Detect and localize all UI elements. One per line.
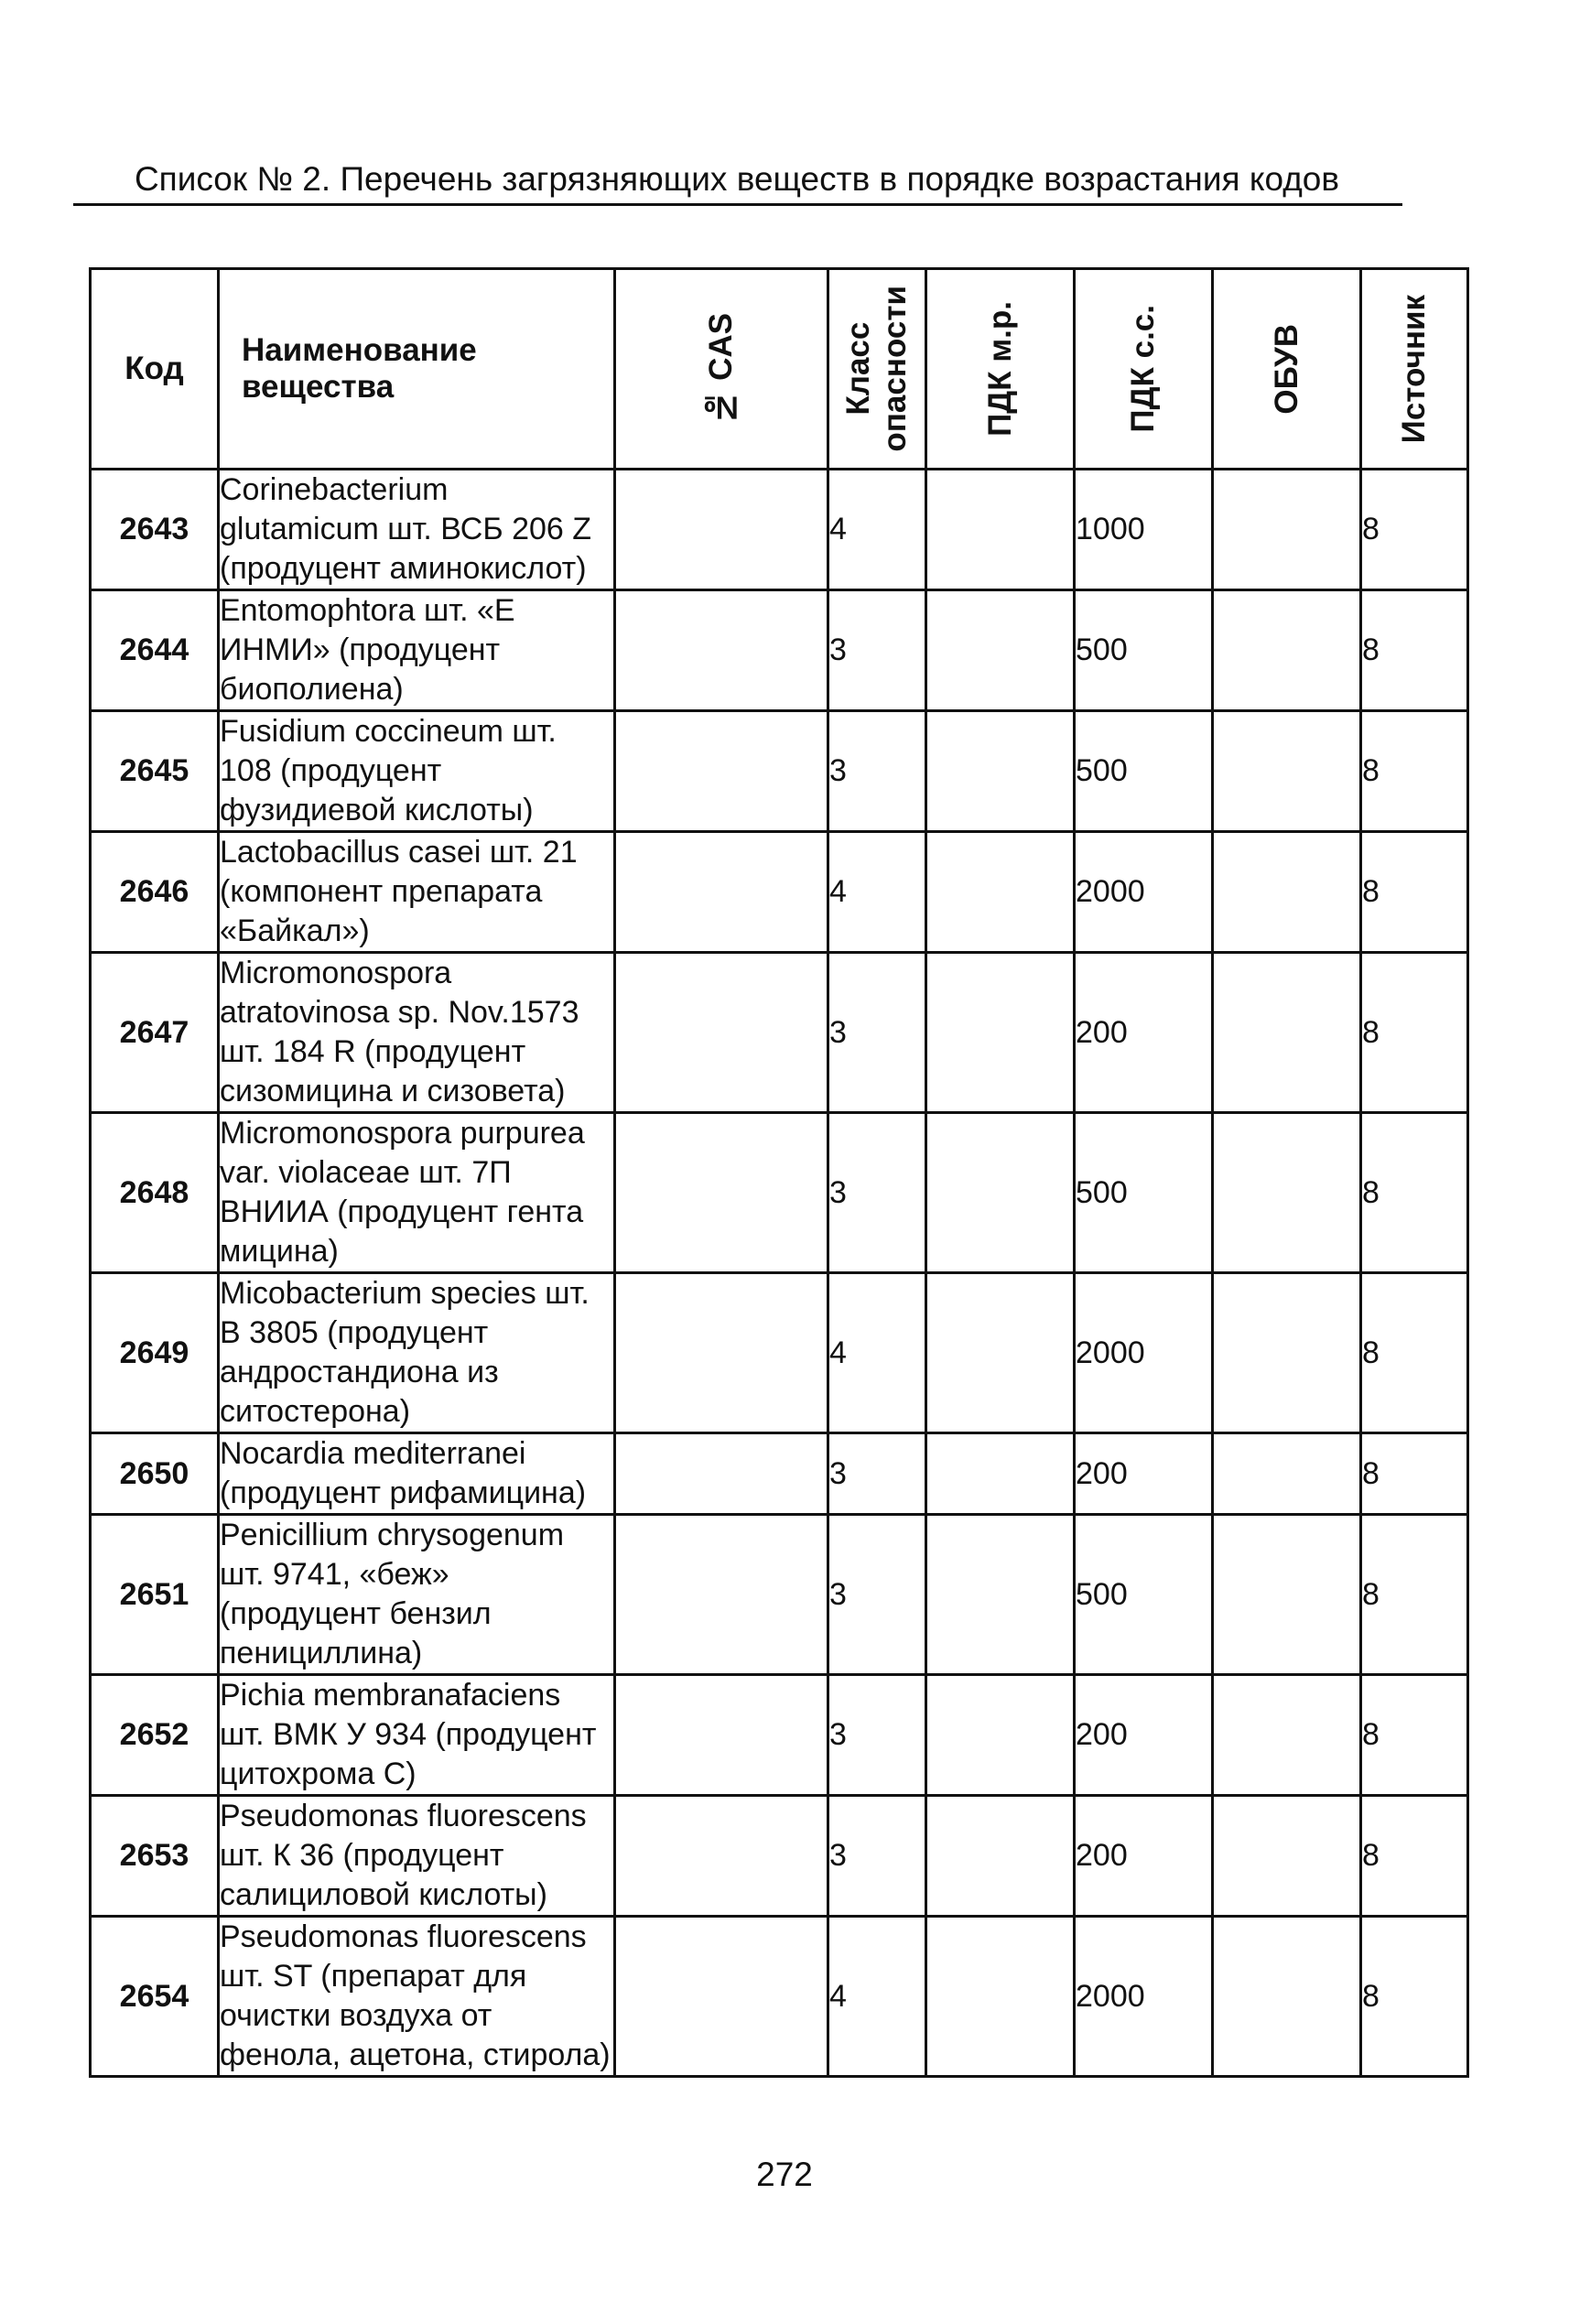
cell-source: 8	[1361, 1917, 1468, 2077]
cell-source: 8	[1361, 1515, 1468, 1675]
cell-hazard-class: 3	[828, 1675, 926, 1796]
cell-pdk-mr	[926, 1917, 1075, 2077]
cell-cas	[615, 711, 828, 832]
header-obuv-label: ОБУВ	[1268, 323, 1304, 415]
cell-hazard-class: 4	[828, 832, 926, 953]
cell-name: Pseudomonas fluorescens шт. ST (препарат для очистки воздуха от фенола, ацетона, стирола)	[219, 1917, 615, 2077]
cell-source: 8	[1361, 1273, 1468, 1433]
cell-cas	[615, 1433, 828, 1515]
cell-obuv	[1213, 470, 1361, 590]
cell-pdk-ss: 1000	[1075, 470, 1213, 590]
cell-source: 8	[1361, 1433, 1468, 1515]
cell-source: 8	[1361, 711, 1468, 832]
cell-hazard-class: 3	[828, 953, 926, 1113]
cell-obuv	[1213, 1515, 1361, 1675]
header-hazard-label	[840, 286, 914, 452]
cell-obuv	[1213, 953, 1361, 1113]
cell-code: 2650	[91, 1433, 219, 1515]
table-row	[91, 1675, 1468, 1796]
cell-name: Fusidium coccineum шт. 108 (продуцент фузидиевой кислоты)	[219, 711, 615, 832]
table-row	[91, 1917, 1468, 2077]
cell-obuv	[1213, 1917, 1361, 2077]
cell-cas	[615, 1113, 828, 1273]
cell-obuv	[1213, 832, 1361, 953]
cell-pdk-ss: 200	[1075, 1796, 1213, 1917]
table-row	[91, 470, 1468, 590]
cell-name: Entomophtora шт. «Е ИНМИ» (продуцент биополиена)	[219, 590, 615, 711]
title-underline	[73, 203, 1402, 206]
cell-code: 2651	[91, 1515, 219, 1675]
table-row	[91, 953, 1468, 1113]
cell-cas	[615, 1273, 828, 1433]
cell-code: 2646	[91, 832, 219, 953]
cell-code: 2648	[91, 1113, 219, 1273]
cell-pdk-ss: 2000	[1075, 1917, 1213, 2077]
cell-cas	[615, 1917, 828, 2077]
table-row	[91, 1433, 1468, 1515]
cell-pdk-ss: 500	[1075, 711, 1213, 832]
cell-pdk-mr	[926, 1796, 1075, 1917]
header-pdk-mr	[926, 269, 1075, 470]
cell-pdk-mr	[926, 1515, 1075, 1675]
header-hazard-line1: Класс	[840, 322, 876, 416]
page-title: Список № 2. Перечень загрязняющих веществ в порядке возрастания кодов	[134, 160, 1340, 198]
cell-hazard-class: 4	[828, 470, 926, 590]
cell-code: 2643	[91, 470, 219, 590]
cell-hazard-class: 3	[828, 590, 926, 711]
cell-code: 2652	[91, 1675, 219, 1796]
cell-source: 8	[1361, 470, 1468, 590]
header-hazard-line2: опасности	[877, 286, 913, 452]
page-number: 272	[756, 2156, 813, 2193]
cell-cas	[615, 1796, 828, 1917]
cell-hazard-class: 4	[828, 1917, 926, 2077]
header-pdk-ss	[1075, 269, 1213, 470]
table-row	[91, 1796, 1468, 1917]
cell-obuv	[1213, 711, 1361, 832]
cell-code: 2653	[91, 1796, 219, 1917]
header-code: Код	[91, 269, 219, 470]
header-name: Наименование вещества	[219, 269, 615, 470]
header-pdk-ss-label: ПДК с.с.	[1125, 305, 1161, 433]
cell-name: Micobacterium species шт. В 3805 (продуцент андростандиона из ситостерона)	[219, 1273, 615, 1433]
header-cas	[615, 269, 828, 470]
header-source	[1361, 269, 1468, 470]
cell-obuv	[1213, 1273, 1361, 1433]
table-row	[91, 1515, 1468, 1675]
header-source-label: Источник	[1396, 294, 1432, 444]
cell-pdk-ss: 500	[1075, 1113, 1213, 1273]
table-row	[91, 711, 1468, 832]
cell-hazard-class: 3	[828, 1433, 926, 1515]
cell-obuv	[1213, 1796, 1361, 1917]
cell-pdk-mr	[926, 1675, 1075, 1796]
cell-code: 2645	[91, 711, 219, 832]
cell-source: 8	[1361, 1113, 1468, 1273]
cell-code: 2644	[91, 590, 219, 711]
table-row	[91, 1113, 1468, 1273]
cell-source: 8	[1361, 1796, 1468, 1917]
pollutants-table	[89, 267, 1469, 2078]
cell-name: Pichia membranafaciens шт. ВМК У 934 (продуцент цитохрома С)	[219, 1675, 615, 1796]
cell-hazard-class: 4	[828, 1273, 926, 1433]
cell-pdk-mr	[926, 1433, 1075, 1515]
table-row	[91, 1273, 1468, 1433]
cell-name: Nocardia mediterranei (продуцент рифамицина)	[219, 1433, 615, 1515]
header-cas-label: № CAS	[703, 312, 739, 426]
cell-cas	[615, 1675, 828, 1796]
cell-pdk-ss: 200	[1075, 1433, 1213, 1515]
header-pdk-mr-label: ПДК м.р.	[981, 301, 1018, 437]
cell-name: Penicillium chrysogenum шт. 9741, «беж» (продуцент бензил пенициллина)	[219, 1515, 615, 1675]
table-row	[91, 590, 1468, 711]
header-obuv	[1213, 269, 1361, 470]
cell-hazard-class: 3	[828, 1796, 926, 1917]
cell-cas	[615, 1515, 828, 1675]
cell-obuv	[1213, 590, 1361, 711]
cell-name: Lactobacillus casei шт. 21 (компонент препарата «Байкал»)	[219, 832, 615, 953]
cell-code: 2649	[91, 1273, 219, 1433]
cell-source: 8	[1361, 953, 1468, 1113]
cell-cas	[615, 590, 828, 711]
cell-pdk-ss: 500	[1075, 590, 1213, 711]
cell-pdk-ss: 2000	[1075, 832, 1213, 953]
cell-name: Micromonospora purpurea var. violaceae шт. 7П ВНИИА (продуцент гента мицина)	[219, 1113, 615, 1273]
cell-cas	[615, 470, 828, 590]
cell-cas	[615, 953, 828, 1113]
cell-pdk-mr	[926, 1273, 1075, 1433]
header-row	[91, 269, 1468, 470]
cell-pdk-ss: 2000	[1075, 1273, 1213, 1433]
cell-pdk-mr	[926, 953, 1075, 1113]
cell-hazard-class: 3	[828, 1113, 926, 1273]
cell-cas	[615, 832, 828, 953]
cell-code: 2647	[91, 953, 219, 1113]
cell-obuv	[1213, 1433, 1361, 1515]
cell-pdk-ss: 200	[1075, 1675, 1213, 1796]
cell-pdk-mr	[926, 711, 1075, 832]
cell-obuv	[1213, 1113, 1361, 1273]
cell-source: 8	[1361, 1675, 1468, 1796]
cell-name: Corinebacterium glutamicum шт. ВСБ 206 Z (продуцент аминокислот)	[219, 470, 615, 590]
cell-source: 8	[1361, 590, 1468, 711]
cell-code: 2654	[91, 1917, 219, 2077]
cell-pdk-mr	[926, 470, 1075, 590]
cell-source: 8	[1361, 832, 1468, 953]
table-row	[91, 832, 1468, 953]
cell-name: Pseudomonas fluorescens шт. К 36 (продуцент салициловой кислоты)	[219, 1796, 615, 1917]
header-hazard-class	[828, 269, 926, 470]
cell-pdk-ss: 200	[1075, 953, 1213, 1113]
cell-pdk-ss: 500	[1075, 1515, 1213, 1675]
cell-pdk-mr	[926, 1113, 1075, 1273]
cell-pdk-mr	[926, 832, 1075, 953]
cell-pdk-mr	[926, 590, 1075, 711]
cell-obuv	[1213, 1675, 1361, 1796]
cell-hazard-class: 3	[828, 1515, 926, 1675]
cell-hazard-class: 3	[828, 711, 926, 832]
cell-name: Micromonospora atratovinosa sp. Nov.1573 шт. 184 R (продуцент сизомицина и сизовета)	[219, 953, 615, 1113]
